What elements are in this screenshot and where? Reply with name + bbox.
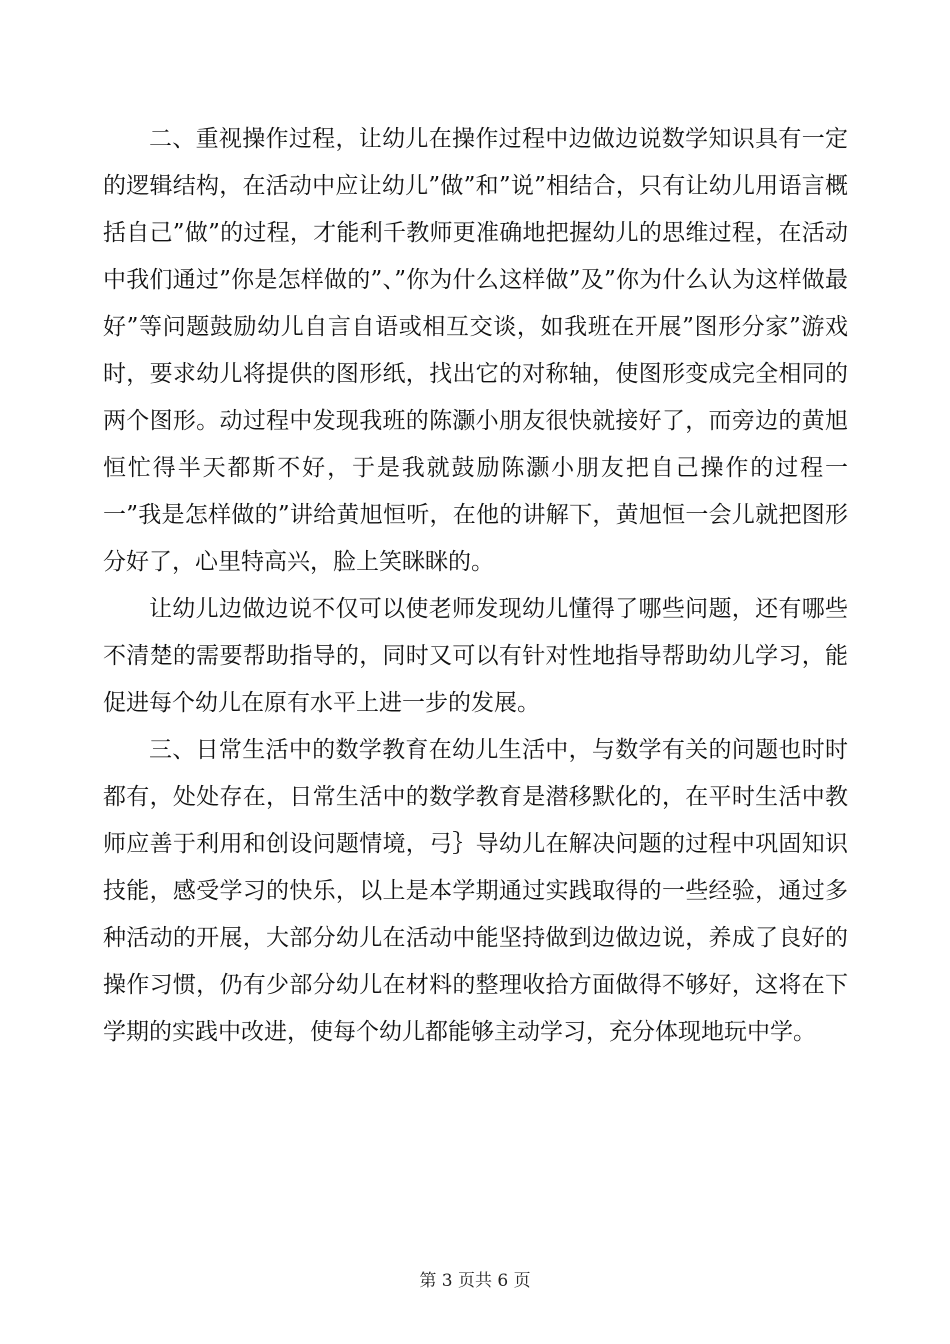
page-number-footer: 第 3 页共 6 页: [419, 1271, 531, 1291]
document-body: [103, 116, 848, 1056]
paragraph-daily-life-math: 三、日常生活中的数学教育在幼儿生活中，与数学有关的问题也时时都有，处处存在，日常生活中的数学教育是潜移默化的，在平时生活中教师应善于利用和创设问题情境，弓｝导幼儿在解决问题的过程中巩固知识技能，感受学习的快乐，以上是本学期通过实践取得的一些经验，通过多种活动的开展，大部分幼儿在活动中能坚持做到边做边说，养成了良好的操作习惯，仍有少部分幼儿在材料的整理收拾方面做得不够好，这将在下学期的实践中改进，使每个幼儿都能够主动学习，充分体现地玩中学。: [103, 737, 848, 1045]
paragraph-speak-while-doing: 让幼儿边做边说不仅可以使老师发现幼儿懂得了哪些问题，还有哪些不清楚的需要帮助指导的，同时又可以有针对性地指导帮助幼儿学习，能促进每个幼儿在原有水平上进一步的发展。: [103, 596, 848, 716]
paragraph-operation-process: 二、重视操作过程，让幼儿在操作过程中边做边说数学知识具有一定的逻辑结构，在活动中应让幼儿”做”和”说”相结合，只有让幼儿用语言概括自己”做”的过程，才能利千教师更准确地把握幼儿的思维过程，在活动中我们通过”你是怎样做的”、”你为什么这样做”及”你为什么认为这样做最好”等问题鼓励幼儿自言自语或相互交谈，如我班在开展”图形分家”游戏时，要求幼儿将提供的图形纸，找出它的对称轴，使图形变成完全相同的两个图形。动过程中发现我班的陈灏小朋友很快就接好了，而旁边的黄旭恒忙得半天都斯不好，于是我就鼓励陈灏小朋友把自己操作的过程一一”我是怎样做的”讲给黄旭恒听，在他的讲解下，黄旭恒一会儿就把图形分好了，心里特高兴，脸上笑眯眯的。: [103, 126, 848, 575]
